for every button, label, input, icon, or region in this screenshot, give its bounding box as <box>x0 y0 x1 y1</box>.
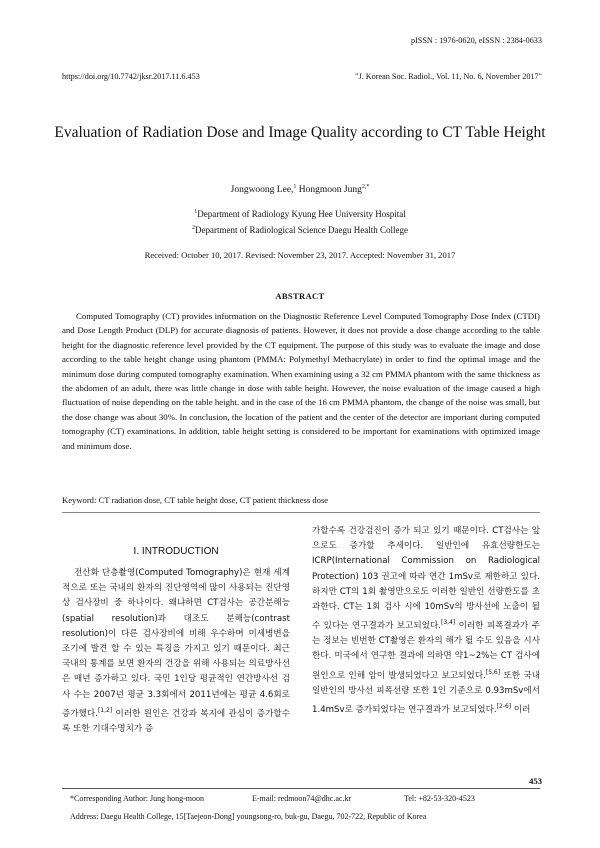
affiliation-mark: 1 <box>194 209 198 215</box>
affiliation-text: Department of Radiology Kyung Hee University Hospital <box>197 209 406 219</box>
citation: [5,6] <box>485 668 501 676</box>
author-affiliation-mark: 2,* <box>361 184 370 190</box>
body-paragraph: 가할수록 건강검진이 증가 되고 있기 때문이다. CT검사는 앞으로도 증가할 추세이다. 일반인에 유효선량한도는 ICRP(International Commission on Radiological Protection) 103 권고에 따라 연간 1mSv로 제한하고 있다. 하지만 CT의 1회 촬영만으로도 이러한 일반인 선량한도를 초과한다. CT는 1회 검사 시에 10mSv의 방사선에 노출이 될 수 있다는 연구결과가 보고되었다.[3,4] 이러한 피폭결과가 주는 정보는 빈번한 CT촬영은 환자의 해가 될 수도 있음을 시사한다. 미국에서 연구한 결과에 의하면 약1~2%는 CT 검사에 원인으로 인해 암이 발생되었다고 보고되었다.[5,6] 또한 국내 일반인의 방사선 피폭선량 또한 1인 기준으로 0.93mSv에서 1.4mSv로 증가되었다는 연구결과가 보고되었다.[2-6] 이러 <box>312 526 540 715</box>
section-heading-introduction: Ⅰ. INTRODUCTION <box>133 546 219 557</box>
page-number: 453 <box>529 776 542 786</box>
journal-citation: "J. Korean Soc. Radiol., Vol. 11, No. 6, November 2017" <box>355 72 542 81</box>
author-list <box>0 184 600 195</box>
author-name: Jongwoong Lee, <box>230 185 294 196</box>
affiliation-mark: 2 <box>192 225 196 231</box>
footnote-address: Address: Daegu Health College, 15[Taejeon-Dong] youngsong-ro, buk-gu, Daegu, 702-722, Republic of Korea <box>70 812 427 821</box>
doi-link[interactable]: https://doi.org/10.7742/jksr.2017.11.6.453 <box>62 72 200 81</box>
affiliation-text: Department of Radiological Science Daegu Health College <box>195 225 408 235</box>
author-name: Hongmoon Jung <box>298 185 362 196</box>
abstract-heading: ABSTRACT <box>275 291 325 301</box>
corresponding-author: *Corresponding Author: Jung hong-moon <box>70 794 204 803</box>
body-paragraph: 전산화 단층촬영(Computed Tomography)은 현재 세계적으로 또는 국내의 환자의 진단영역에 많이 사용되는 진단영상 검사장비 중 하나이다. 왜냐하면 CT검사는 공간분해능(spatial resolution)과 대조도 분해능(contrast resolution)이 다른 검사장비에 비해 우수하며 미세병변을 조기에 발견 할 수 있는 특징을 가지고 있기 때문이다. 최근 국내의 통계를 보면 환자의 건강을 위해 사용되는 의료방사선은 매년 증가하고 있다. 국민 1인당 평균적인 연간방사선 검사 수는 2007년 평균 3.3회에서 2011년에는 평균 4.6회로 증가했다.[1,2] 이러한 원인은 건강과 복지에 관심이 증가할수록 또한 기대수명치가 증 <box>62 568 290 734</box>
paper-title: Evaluation of Radiation Dose and Image Quality according to CT Table Height <box>54 124 546 141</box>
body-column-right <box>312 524 540 718</box>
abstract-body <box>62 309 540 453</box>
affiliation <box>0 209 600 219</box>
abstract-text: Computed Tomography (CT) provides information on the Diagnostic Reference Level Computed Tomography Dose Index (CTDI) and Dose Length Product (DLP) for accurate diagnosis of patients. However, it does not provide a dose change according to the table height for the diagnostic reference level provided by the CT equipment. The purpose of this study was to evaluate the image and dose according to the table height change using phantom (PMMA: Polymethyl Methacrylate) in order to find the optimal image and the minimum dose during computed tomography examination. When examining using a 32 cm PMMA phantom with the same thickness as the abdomen of an adult, there was little change in dose with table height. However, the noise evaluation of the image caused a high fluctuation of noise depending on the table height. and in the case of the 16 cm PMMA phantom, the change of the noise was small, but the dose change was about 30%. In conclusion, the location of the patient and the center of the detector are important during computed tomography (CT) examinations. In addition, table height setting is considered to be important for examinations with optimized image and minimum dose. <box>62 311 540 451</box>
citation: [2-6] <box>496 702 512 710</box>
citation: [3,4] <box>441 619 456 627</box>
keywords: Keyword: CT radiation dose, CT table height dose, CT patient thickness dose <box>62 495 329 505</box>
affiliation <box>0 225 600 235</box>
author-phone: Tel: +82-53-320-4523 <box>404 794 475 803</box>
author-affiliation-mark: 1 <box>293 184 297 190</box>
footnote-divider <box>62 788 540 789</box>
issn-line: pISSN : 1976-0620, eISSN : 2384-0633 <box>410 36 542 45</box>
submission-dates: Received: October 10, 2017. Revised: November 23, 2017. Accepted: November 31, 2017 <box>144 250 456 260</box>
citation: [1,2] <box>97 706 113 714</box>
section-divider <box>62 512 540 513</box>
footnote-contact <box>70 794 475 803</box>
body-column-left <box>62 566 290 737</box>
author-email[interactable]: E-mail: redmoon74@dhc.ac.kr <box>252 794 352 803</box>
